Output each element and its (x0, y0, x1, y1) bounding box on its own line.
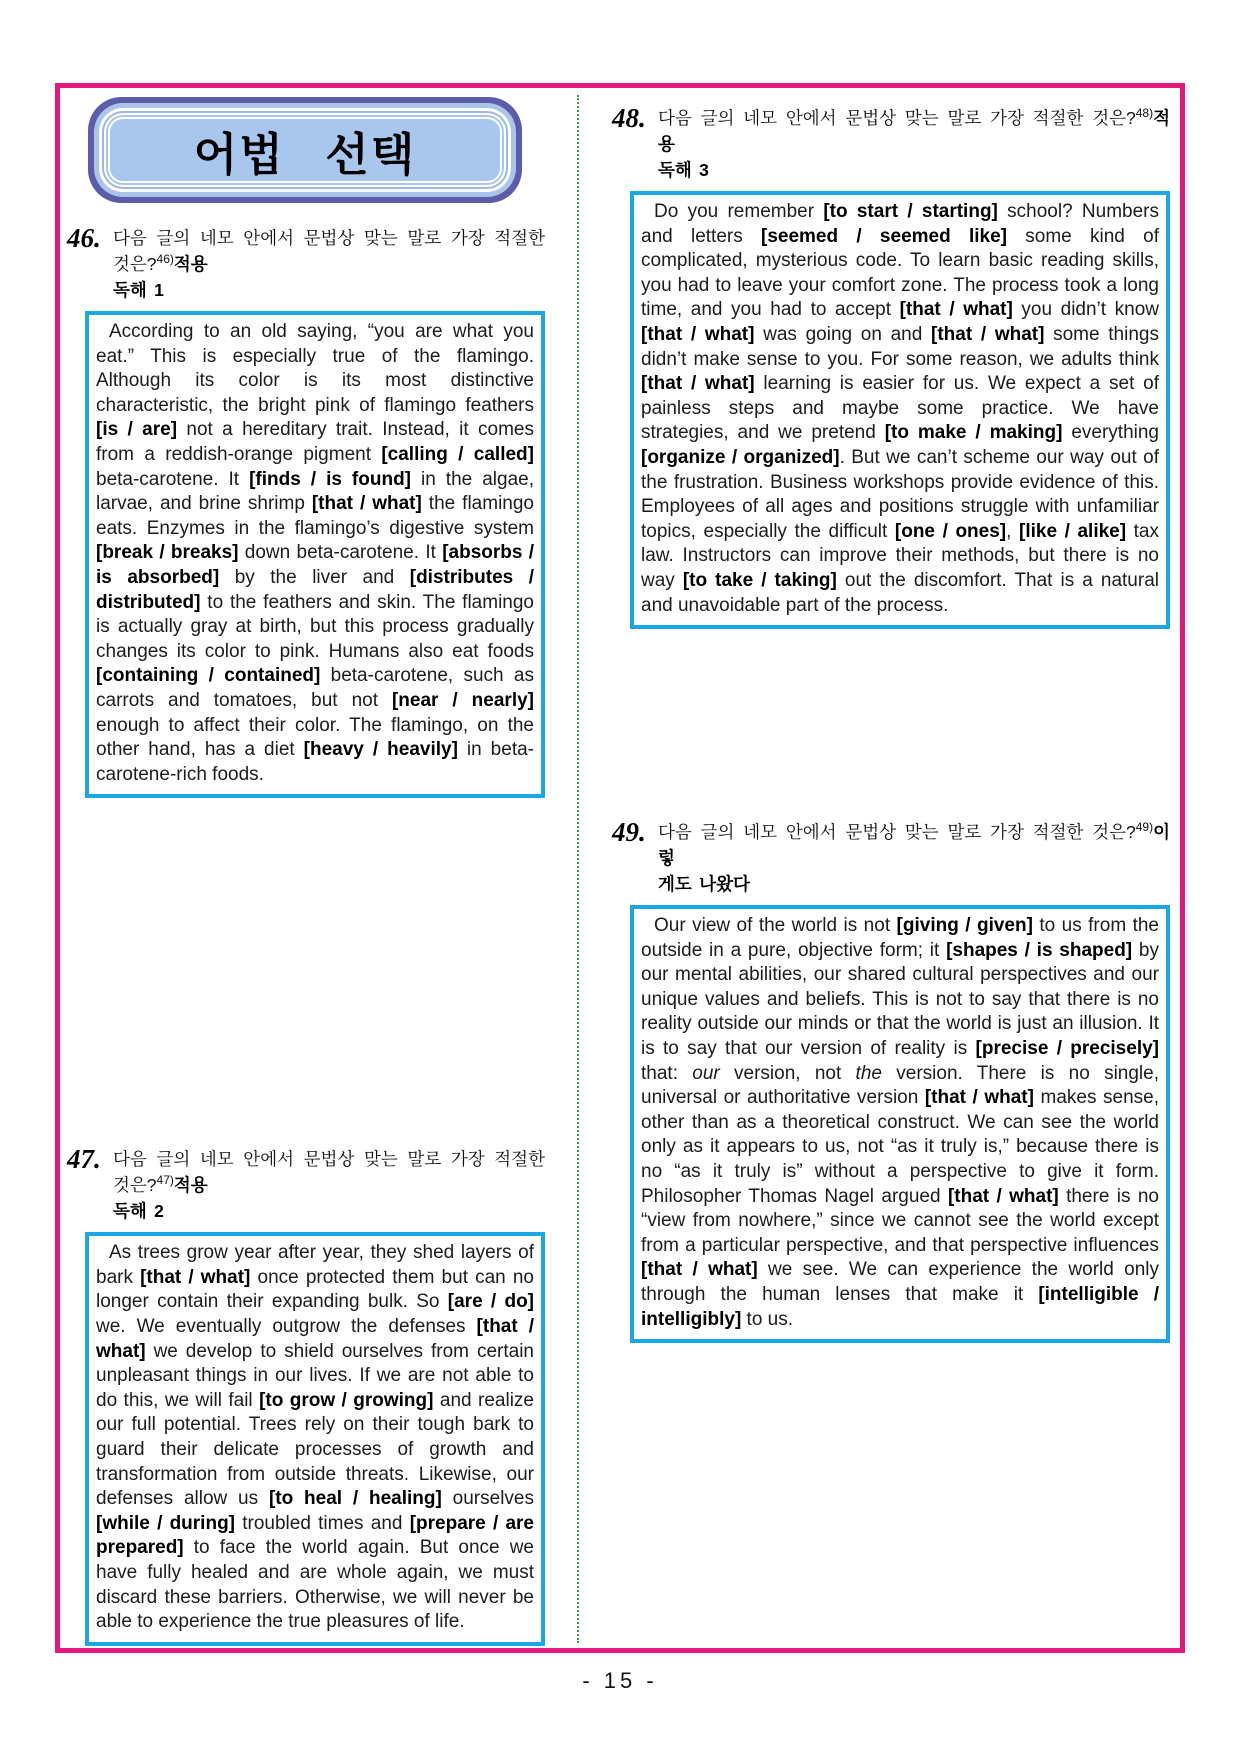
prompt-text: 다음 글의 네모 안에서 문법상 맞는 말로 가장 적절한 것은? (658, 822, 1136, 843)
question-number: 48. (612, 103, 646, 133)
prompt-text: 다음 글의 네모 안에서 문법상 맞는 말로 가장 적절한 것은? (658, 108, 1136, 128)
footnote-marker: 49) (1135, 820, 1154, 835)
passage-box (85, 1232, 545, 1646)
question-tag-line2: 독해 3 (658, 160, 709, 180)
question-48 (612, 105, 1170, 629)
page-title: 어법 선택 (193, 128, 417, 180)
title-banner (67, 97, 545, 205)
passage-box (630, 191, 1170, 629)
question-tag-line1: 적용 (173, 1175, 208, 1196)
passage-text: Our view of the world is not [giving / given] to us from the outside in a pure, objective form; it [shapes / is shaped] by our mental abilities, our shared cultural perspectives and our unique values and beliefs. This is not to say that there is no reality outside our minds or that the world is just an illusion. It is to say that our version of reality is [precise / precisely] that: our version, not the version. There is no single, universal or authoritative version [that / what] makes sense, other than as a theoretical construct. We can see the world only as it appears to us, not “as it truly is,” because there is no “as it truly is” without a perspective to give it form. Philosopher Thomas Nagel argued [that / what] there is no “view from nowhere,” since we cannot see the world except from a particular perspective, and that perspective influences [that / what] we see. We can experience the world only through the human lenses that make it [intelligible / intelligibly] to us. (641, 915, 1160, 1330)
question-number: 47. (67, 1144, 101, 1175)
footnote-marker: 48) (1135, 106, 1154, 120)
passage-box (85, 311, 545, 798)
question-number: 49. (612, 817, 646, 848)
left-column (67, 97, 545, 1646)
question-tag-line1: 이렇 (658, 822, 1170, 869)
question-tag-line2: 독해 1 (113, 280, 164, 300)
prompt-text: 다음 글의 네모 안에서 문법상 맞는 말로 가장 적절한 것은? (113, 228, 545, 274)
question-tag-line2: 독해 2 (113, 1201, 164, 1222)
question-tag-line1: 적용 (173, 254, 208, 274)
question-prompt (658, 105, 1170, 183)
question-prompt (113, 1146, 545, 1224)
right-column (612, 105, 1170, 1343)
passage-box (630, 905, 1170, 1343)
passage-text: As trees grow year after year, they shed layers of bark [that / what] once protected them but can no longer contain their expanding bulk. So [are / do] we. We eventually outgrow the defenses [that / what] we develop to shield ourselves from certain unpleasant things in our lives. If we are not able to do this, we will fail [to grow / growing] and realize our full potential. Trees rely on their tough bark to guard their delicate processes of growth and transformation from outside threats. Likewise, our defenses allow us [to heal / healing] ourselves [while / during] troubled times and [prepare / are prepared] to face the world again. But once we have fully healed and are whole again, we must discard these barriers. Otherwise, we will never be able to experience the true pleasures of life. (96, 1242, 535, 1633)
question-number: 46. (67, 223, 101, 253)
question-header (612, 105, 1170, 183)
question-prompt (113, 225, 545, 303)
question-header (67, 225, 545, 303)
question-prompt (658, 819, 1170, 897)
passage-text: According to an old saying, “you are what you eat.” This is especially true of the flamingo. Although its color is its most distinctive characteristic, the bright pink of flamingo feathers [is / are] not a hereditary trait. Instead, it comes from a reddish-orange pigment [calling / called] beta-carotene. It [finds / is found] in the algae, larvae, and brine shrimp [that / what] the flamingo eats. Enzymes in the flamingo’s digestive system [break / breaks] down beta-carotene. It [absorbs / is absorbed] by the liver and [distributes / distributed] to the feathers and skin. The flamingo is actually gray at birth, but this process gradually changes its color to pink. Humans also eat foods [containing / contained] beta-carotene, such as carrots and tomatoes, but not [near / nearly] enough to affect their color. The flamingo, on the other hand, has a diet [heavy / heavily] in beta-carotene-rich foods. (96, 321, 535, 785)
passage-text: Do you remember [to start / starting] school? Numbers and letters [seemed / seemed like] some kind of complicated, mysterious code. To learn basic reading skills, you had to leave your comfort zone. The process took a long time, and you had to accept [that / what] you didn’t know [that / what] was going on and [that / what] some things didn’t make sense to you. For some reason, we adults think [that / what] learning is easier for us. We expect a set of painless steps and maybe some practice. We have strategies, and we pretend [to make / making] everything [organize / organized]. But we can’t scheme our way out of the frustration. Business workshops provide evidence of this. Employees of all ages and positions struggle with unfamiliar topics, especially the difficult [one / ones], [like / alike] tax law. Instructors can improve their methods, but there is no way [to take / taking] out the discomfort. That is a natural and unavoidable part of the process. (641, 201, 1159, 616)
question-49 (612, 819, 1170, 1343)
page-number: - 15 - (582, 1668, 658, 1693)
question-header (612, 819, 1170, 897)
title-banner-box (110, 119, 500, 181)
question-header (67, 1146, 545, 1224)
question-47 (67, 1146, 545, 1646)
prompt-text: 다음 글의 네모 안에서 문법상 맞는 말로 가장 적절한 것은? (113, 1149, 545, 1196)
column-divider (577, 95, 579, 1643)
question-tag-line2: 게도 나왔다 (658, 874, 750, 895)
question-46 (67, 225, 545, 798)
footnote-marker: 47) (156, 1173, 174, 1188)
question-tag-line1: 적용 (658, 108, 1170, 154)
footnote-marker: 46) (156, 252, 174, 266)
